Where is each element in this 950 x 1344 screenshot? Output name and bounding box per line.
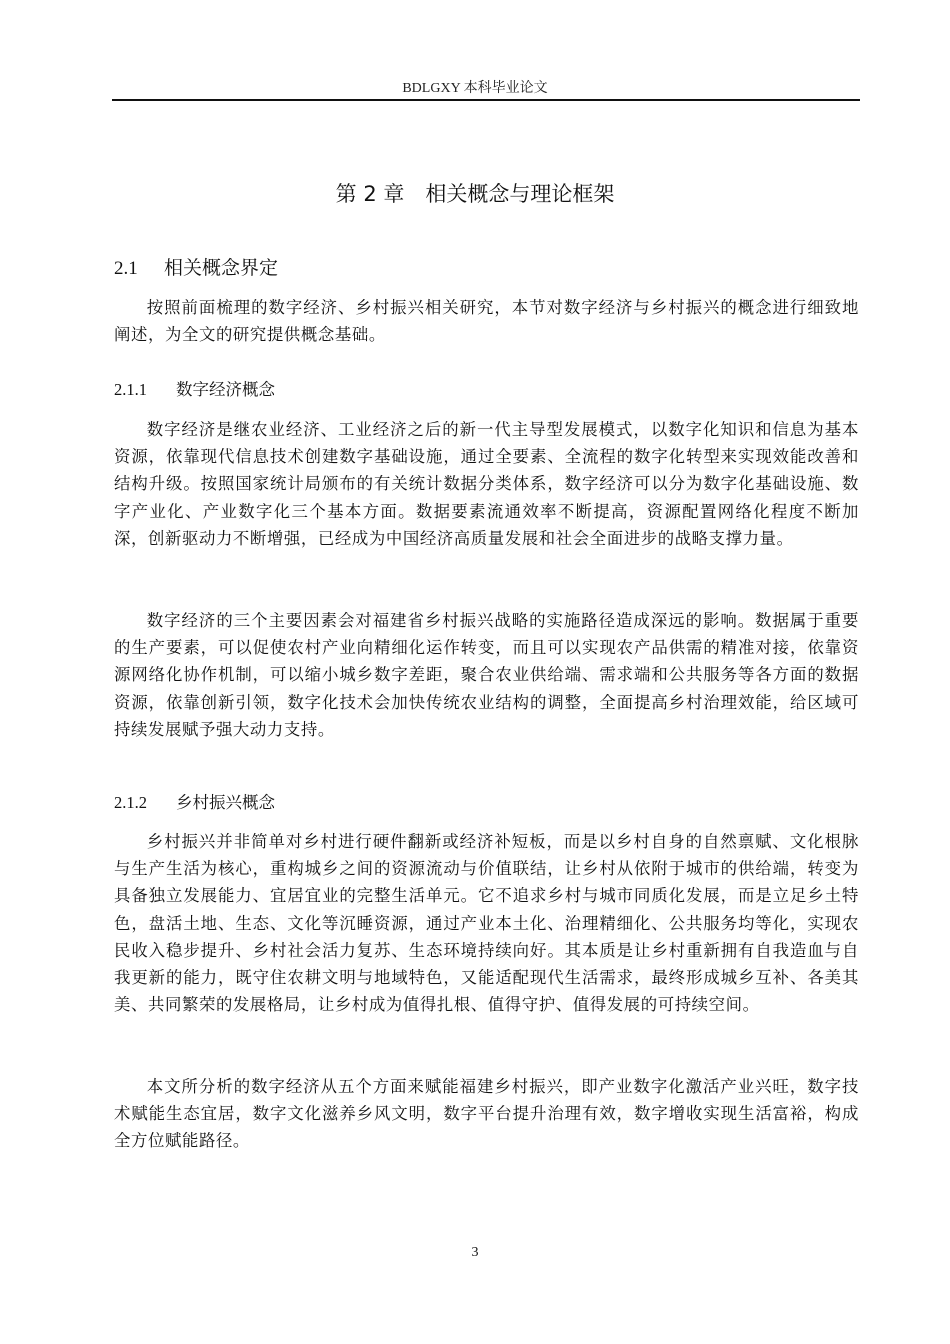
subsection-number: 2.1.2 bbox=[114, 793, 147, 812]
section-title: 相关概念界定 bbox=[164, 257, 279, 279]
section-number: 2.1 bbox=[114, 258, 138, 279]
subsection-heading-2-1-1 bbox=[114, 376, 275, 400]
body-paragraph: 乡村振兴并非简单对乡村进行硬件翻新或经济补短板，而是以乡村自身的自然禀赋、文化根脉与生产生活为核心，重构城乡之间的资源流动与价值联结，让乡村从依附于城市的供给端，转变为具备独立发展能力、宜居宜业的完整生活单元。它不追求乡村与城市同质化发展，而是立足乡土特色，盘活土地、生态、文化等沉睡资源，通过产业本土化、治理精细化、公共服务均等化，实现农民收入稳步提升、乡村社会活力复苏、生态环境持续向好。其本质是让乡村重新拥有自我造血与自我更新的能力，既守住农耕文明与地域特色，又能适配现代生活需求，最终形成城乡互补、各美其美、共同繁荣的发展格局，让乡村成为值得扎根、值得守护、值得发展的可持续空间。 bbox=[114, 832, 859, 1015]
subsection-number: 2.1.1 bbox=[114, 380, 147, 399]
body-paragraph: 本文所分析的数字经济从五个方面来赋能福建乡村振兴，即产业数字化激活产业兴旺，数字技术赋能生态宜居，数字文化滋养乡风文明，数字平台提升治理有效，数字增收实现生活富裕，构成全方位赋能路径。 bbox=[114, 1077, 859, 1151]
subsection-title: 数字经济概念 bbox=[176, 380, 275, 399]
section-heading-2-1 bbox=[114, 253, 278, 280]
body-paragraph: 数字经济是继农业经济、工业经济之后的新一代主导型发展模式，以数字化知识和信息为基本资源，依靠现代信息技术创建数字基础设施，通过全要素、全流程的数字化转型来实现效能改善和结构升级。按照国家统计局颁布的有关统计数据分类体系，数字经济可以分为数字化基础设施、数字产业化、产业数字化三个基本方面。数据要素流通效率不断提高，资源配置网络化程度不断加深，创新驱动力不断增强，已经成为中国经济高质量发展和社会全面进步的战略支撑力量。 bbox=[114, 420, 859, 548]
section-intro-paragraph: 按照前面梳理的数字经济、乡村振兴相关研究，本节对数字经济与乡村振兴的概念进行细致地阐述，为全文的研究提供概念基础。 bbox=[114, 298, 859, 345]
body-paragraph: 数字经济的三个主要因素会对福建省乡村振兴战略的实施路径造成深远的影响。数据属于重要的生产要素，可以促使农村产业向精细化运作转变，而且可以实现农产品供需的精准对接，依靠资源网络化协作机制，可以缩小城乡数字差距，聚合农业供给端、需求端和公共服务等各方面的数据资源，依靠创新引领，数字化技术会加快传统农业结构的调整，全面提高乡村治理效能，给区域可持续发展赋予强大动力支持。 bbox=[114, 611, 859, 739]
subsection-title: 乡村振兴概念 bbox=[176, 793, 275, 812]
chapter-title: 第 2 章 相关概念与理论框架 bbox=[335, 182, 615, 206]
page-number: 3 bbox=[471, 1245, 479, 1260]
running-header: BDLGXY 本科毕业论文 bbox=[402, 81, 548, 96]
header-divider bbox=[112, 99, 860, 101]
subsection-heading-2-1-2 bbox=[114, 789, 275, 813]
